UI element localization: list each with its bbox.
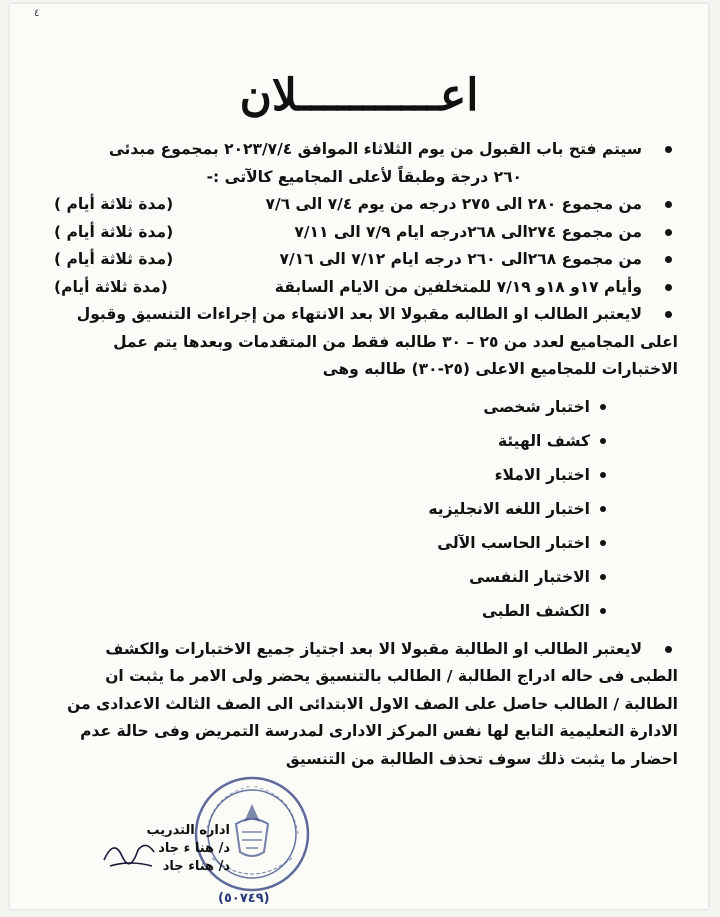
schedule-text: وأيام ١٧و ١٨و ٧/١٩ للمتخلفين من الايام السابقة bbox=[274, 277, 642, 296]
schedule-item bbox=[44, 246, 678, 274]
final-notice bbox=[44, 636, 678, 664]
intro-line: سيتم فتح باب القبول من يوم الثلاثاء الموافق ٢٠٢٣/٧/٤ بمجموع مبدئى bbox=[108, 140, 642, 158]
test-item: اختبار الاملاء bbox=[44, 458, 606, 492]
test-item: كشف الهيئة bbox=[44, 424, 606, 458]
intro-line: ٢٦٠ درجة وطبقاً لأعلى المجاميع كالآتى :- bbox=[206, 167, 522, 186]
notice-line: الادارة التعليمية التابع لها نفس المركز الادارى لمدرسة التمريض وفى حالة عدم bbox=[80, 722, 678, 740]
intro-paragraph bbox=[44, 136, 678, 191]
signature-name: د/ هنا ء جاد bbox=[158, 841, 230, 856]
schedule-text: من مجموع ٢٦٨الى ٢٦٠ درجه ايام ٧/١٢ الى ٧/١٦ bbox=[279, 250, 642, 268]
notice-line: الطالبة / الطالب حاصل على الصف الاول الابتدائى الى الصف الثالث الاعدادى من bbox=[67, 694, 678, 713]
page-title: اعـــــــــــلان bbox=[239, 70, 479, 121]
schedule-duration: (مدة ثلاثة أيام) bbox=[54, 277, 168, 296]
test-item: اختبار شخصى bbox=[44, 390, 606, 424]
test-item: اختبار الحاسب الآلى bbox=[44, 526, 606, 560]
signature-name: د/ هناء جاد bbox=[162, 859, 230, 874]
schedule-duration: (مدة ثلاثة أيام ) bbox=[54, 222, 174, 241]
schedule-duration: (مدة ثلاثة أيام ) bbox=[54, 195, 174, 213]
schedule-text: من مجموع ٢٨٠ الى ٢٧٥ درجه من يوم ٧/٤ الى ٧/٦ bbox=[265, 195, 642, 213]
tests-list bbox=[44, 390, 678, 628]
test-item: الاختبار النفسى bbox=[44, 560, 606, 594]
signature-title: اداره التدريب bbox=[146, 823, 230, 838]
test-item: اختبار اللغه الانجليزيه bbox=[44, 492, 606, 526]
schedule-item bbox=[44, 219, 678, 247]
announcement-page bbox=[10, 4, 708, 909]
notice-line: لايعتبر الطالب او الطالبة مقبولا الا بعد اجتياز جميع الاختبارات والكشف bbox=[105, 639, 642, 658]
notice-line: احضار ما يثبت ذلك سوف تحذف الطالبة من التنسيق bbox=[285, 749, 678, 768]
seal-number: (٥٠٧٤٩) bbox=[218, 891, 270, 906]
schedule-duration: (مدة ثلاثة أيام ) bbox=[54, 250, 174, 268]
corner-mark: ٤ bbox=[34, 8, 40, 19]
schedule-item bbox=[44, 191, 678, 219]
notice-line: الطبى فى حاله ادراج الطالبة / الطالب بالتنسيق يحضر ولى الامر ما يثبت ان bbox=[105, 667, 678, 685]
notice-line: اعلى المجاميع لعدد من ٢٥ – ٣٠ طالبه فقط من المتقدمات وبعدها يتم عمل bbox=[113, 332, 678, 351]
handwritten-signature-icon bbox=[100, 830, 160, 874]
notice-line: الاختبارات للمجاميع الاعلى (٢٥-٣٠) طالبه وهى bbox=[322, 360, 678, 378]
schedule-item bbox=[44, 274, 678, 302]
schedule-text: من مجموع ٢٧٤الى ٢٦٨درجه ايام ٧/٩ الى ٧/١١ bbox=[294, 222, 642, 241]
announcement-body bbox=[44, 136, 678, 773]
test-item: الكشف الطبى bbox=[44, 594, 606, 628]
acceptance-notice bbox=[44, 301, 678, 329]
notice-line: لايعتبر الطالب او الطالبه مقبولا الا بعد الانتهاء من إجراءات التنسيق وقبول bbox=[76, 305, 642, 323]
